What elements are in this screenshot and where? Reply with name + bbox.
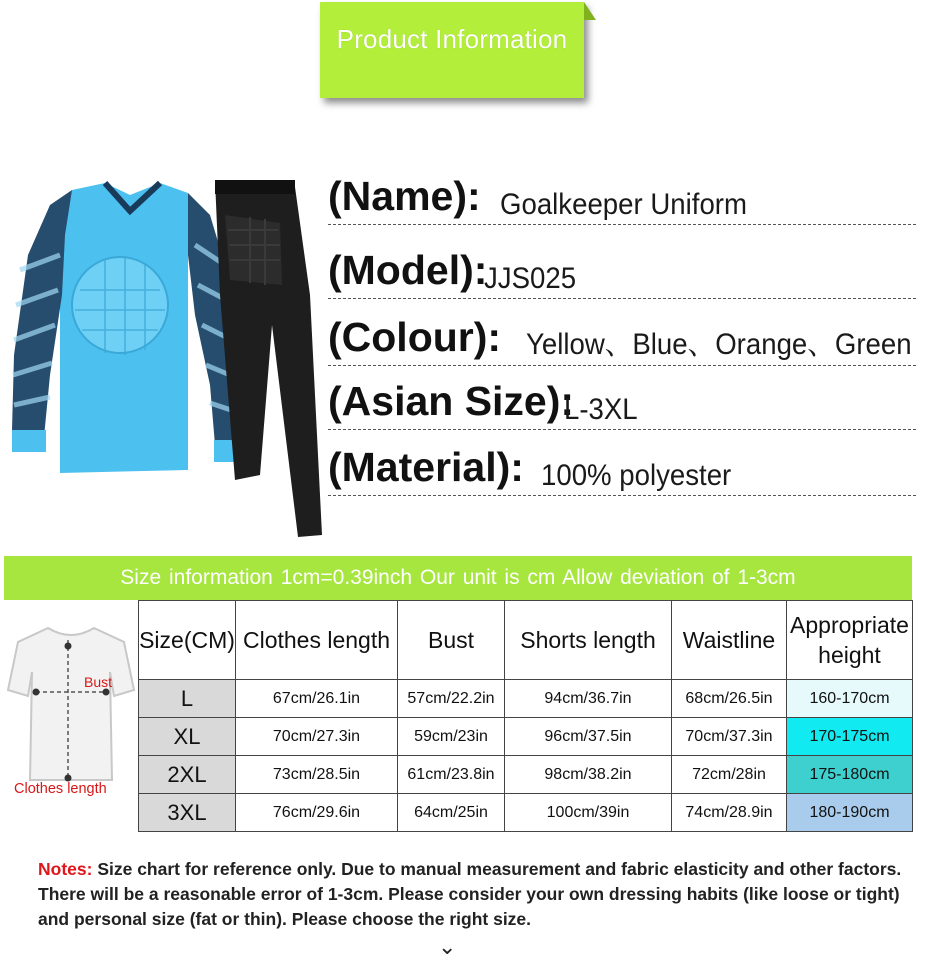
table-row bbox=[139, 680, 913, 718]
table-row bbox=[139, 794, 913, 832]
spec-value-material: 100% polyester bbox=[541, 459, 732, 492]
cell-clothes-length: 67cm/26.1in bbox=[236, 680, 398, 718]
spec-label-material: (Material): bbox=[328, 444, 524, 490]
spec-value-colour: Yellow、Blue、Orange、Green bbox=[526, 328, 912, 361]
diagram-bust-label: Bust bbox=[84, 674, 113, 690]
header-size: Size(CM) bbox=[139, 601, 236, 680]
cell-waistline: 74cm/28.9in bbox=[672, 794, 787, 832]
size-notes bbox=[38, 857, 908, 932]
spec-name bbox=[328, 162, 916, 225]
cell-bust: 61cm/23.8in bbox=[398, 756, 505, 794]
notes-text: Size chart for reference only. Due to manual measurement and fabric elasticity and other factors. There will be a reasonable error of 1-3cm. Please consider your own dressing habits (like loose or tight) and personal size (fat or thin). Please choose the right size. bbox=[38, 859, 902, 929]
size-information-text: Size information 1cm=0.39inch Our unit is cm Allow deviation of 1-3cm bbox=[120, 566, 796, 589]
header-clothes-length: Clothes length bbox=[236, 601, 398, 680]
spec-value-name: Goalkeeper Uniform bbox=[500, 188, 747, 221]
tshirt-outline bbox=[8, 628, 134, 780]
cell-size: 2XL bbox=[139, 756, 236, 794]
cell-height: 170-175cm bbox=[787, 718, 913, 756]
spec-label-colour: (Colour): bbox=[328, 314, 502, 360]
cell-bust: 59cm/23in bbox=[398, 718, 505, 756]
cell-clothes-length: 70cm/27.3in bbox=[236, 718, 398, 756]
cell-size: L bbox=[139, 680, 236, 718]
diagram-length-label: Clothes length bbox=[14, 781, 107, 797]
size-chart-table bbox=[138, 600, 913, 832]
spec-material bbox=[328, 433, 916, 496]
cell-shorts-length: 94cm/36.7in bbox=[505, 680, 672, 718]
cell-clothes-length: 76cm/29.6in bbox=[236, 794, 398, 832]
spec-label-asian-size: (Asian Size): bbox=[328, 378, 575, 424]
cell-shorts-length: 100cm/39in bbox=[505, 794, 672, 832]
cell-bust: 57cm/22.2in bbox=[398, 680, 505, 718]
goalkeeper-uniform-photo-icon bbox=[10, 175, 330, 540]
cell-size: 3XL bbox=[139, 794, 236, 832]
cell-bust: 64cm/25in bbox=[398, 794, 505, 832]
table-row bbox=[139, 756, 913, 794]
cell-shorts-length: 96cm/37.5in bbox=[505, 718, 672, 756]
spec-colour bbox=[328, 303, 916, 366]
cell-size: XL bbox=[139, 718, 236, 756]
header-waistline: Waistline bbox=[672, 601, 787, 680]
size-information-bar bbox=[4, 556, 912, 600]
header-bust: Bust bbox=[398, 601, 505, 680]
tshirt-measurement-diagram-icon bbox=[6, 620, 136, 810]
spec-value-model: JJS025 bbox=[484, 262, 577, 295]
spec-label-name: (Name): bbox=[328, 173, 481, 219]
product-information-banner bbox=[320, 2, 584, 98]
banner-fold bbox=[584, 2, 596, 20]
cell-height: 175-180cm bbox=[787, 756, 913, 794]
header-appropriate-height: Appropriate height bbox=[787, 601, 913, 680]
cell-clothes-length: 73cm/28.5in bbox=[236, 756, 398, 794]
spec-label-model: (Model): bbox=[328, 247, 488, 293]
cell-height: 160-170cm bbox=[787, 680, 913, 718]
table-header-row bbox=[139, 601, 913, 680]
cell-shorts-length: 98cm/38.2in bbox=[505, 756, 672, 794]
notes-label: Notes: bbox=[38, 859, 93, 879]
table-row bbox=[139, 718, 913, 756]
cell-height: 180-190cm bbox=[787, 794, 913, 832]
cell-waistline: 70cm/37.3in bbox=[672, 718, 787, 756]
banner-title: Product Information bbox=[336, 24, 568, 54]
header-shorts-length: Shorts length bbox=[505, 601, 672, 680]
spec-model bbox=[328, 236, 916, 299]
chest-pad bbox=[72, 257, 168, 353]
spec-value-asian-size: L-3XL bbox=[564, 393, 638, 426]
spec-asian-size bbox=[328, 367, 916, 430]
scroll-down-chevron-icon: ⌄ bbox=[438, 934, 457, 959]
cell-waistline: 68cm/26.5in bbox=[672, 680, 787, 718]
cell-waistline: 72cm/28in bbox=[672, 756, 787, 794]
